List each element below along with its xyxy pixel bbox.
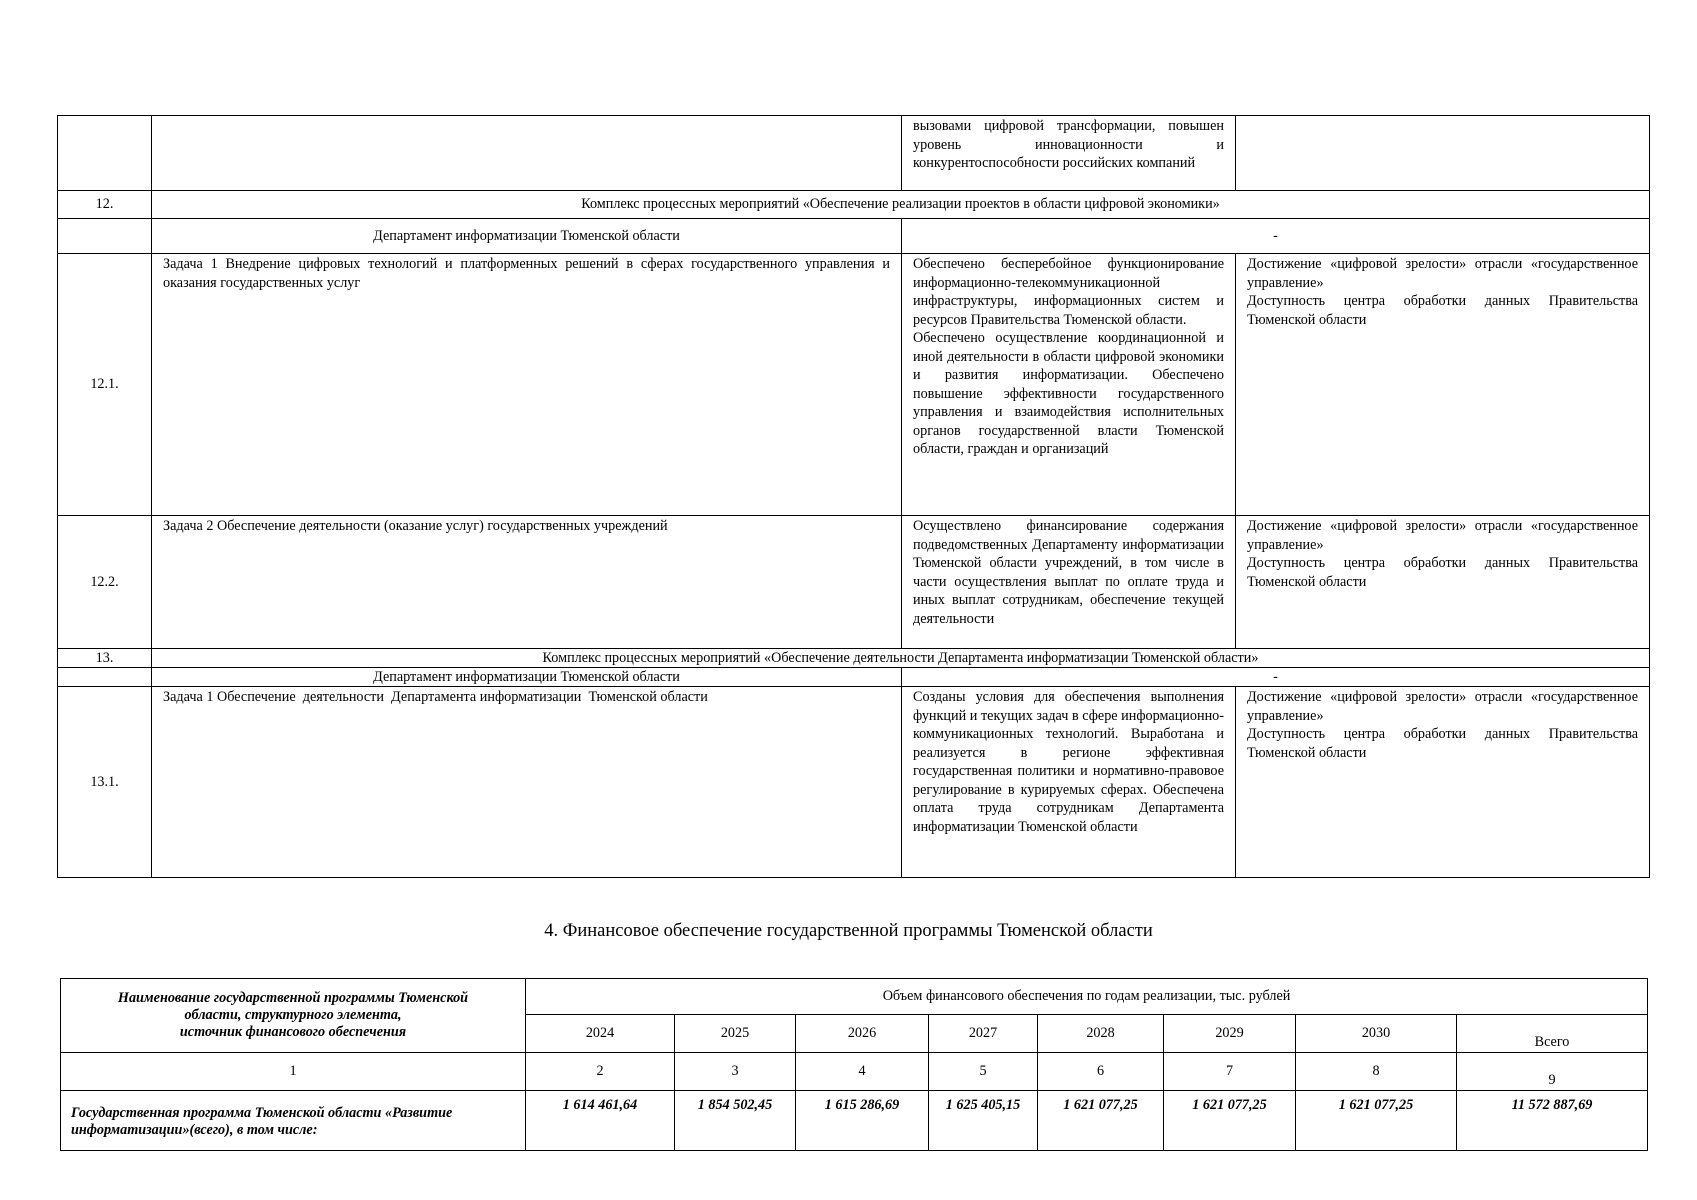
total-header: Всего [1457, 1015, 1648, 1053]
column-number: 6 [1038, 1053, 1164, 1091]
year-header: 2024 [526, 1015, 675, 1053]
cell-empty [1236, 116, 1650, 191]
column-number: 1 [61, 1053, 526, 1091]
row-number: 12.2. [58, 516, 152, 649]
year-header: 2026 [796, 1015, 929, 1053]
complex-title: Комплекс процессных мероприятий «Обеспечение реализации проектов в области цифровой экономики» [152, 191, 1650, 219]
result-text: Обеспечено осуществление координационной и иной деятельности в области цифровой экономики и развития информатизации. Обеспечено повышение эффективности государственного управления и взаимодействия исполнительных органов государственной власти Тюменской области, граждан и организаций [913, 330, 1224, 457]
department-name: Департамент информатизации Тюменской области [152, 668, 902, 687]
column-number: 5 [929, 1053, 1038, 1091]
column-number: 7 [1164, 1053, 1296, 1091]
result-cell: вызовами цифровой трансформации, повышен уровень инновационности и конкурентоспособности российских компаний [902, 116, 1236, 191]
year-header: 2029 [1164, 1015, 1296, 1053]
year-header: 2028 [1038, 1015, 1164, 1053]
indicator-text: Достижение «цифровой зрелости» отрасли «государственное управление» [1247, 689, 1638, 724]
column-number: 9 [1457, 1053, 1648, 1091]
row-number: 13. [58, 649, 152, 668]
table-row [58, 668, 1650, 687]
task-cell: Задача 1 Обеспечение деятельности Департамента информатизации Тюменской области [152, 687, 902, 878]
indicator-text: Достижение «цифровой зрелости» отрасли «государственное управление» [1247, 518, 1638, 553]
cell-empty [58, 116, 152, 191]
indicator-cell [1236, 516, 1650, 649]
table-row [58, 254, 1650, 516]
cell-empty [58, 668, 152, 687]
name-header: Наименование государственной программы Тюменской области, структурного элемента, источник финансового обеспечения [61, 979, 526, 1053]
task-cell: Задача 1 Внедрение цифровых технологий и платформенных решений в сферах государственного управления и оказания государственных услуг [152, 254, 902, 516]
table-row [61, 979, 1648, 1015]
column-number: 2 [526, 1053, 675, 1091]
year-header: 2030 [1296, 1015, 1457, 1053]
result-cell: Созданы условия для обеспечения выполнения функций и текущих задач в сфере информационно-коммуникационных технологий. Выработана и реализуется в регионе эффективная государственная политики и нормативно-правовое регулирование в курируемых сферах. Обеспечена оплата труда сотрудникам Департамента информатизации Тюменской области [902, 687, 1236, 878]
result-text: Обеспечено бесперебойное функционирование информационно-телекоммуникационной инфраструктуры, информационных систем и ресурсов Правительства Тюменской области. [913, 256, 1224, 328]
indicator-cell [1236, 254, 1650, 516]
year-header: 2027 [929, 1015, 1038, 1053]
result-cell [902, 254, 1236, 516]
row-number: 13.1. [58, 687, 152, 878]
results-table [57, 115, 1650, 878]
table-row [58, 649, 1650, 668]
dash-cell: - [902, 219, 1650, 254]
indicator-cell [1236, 687, 1650, 878]
indicator-text: Доступность центра обработки данных Правительства Тюменской области [1247, 726, 1638, 761]
table-row [58, 219, 1650, 254]
table-row [58, 516, 1650, 649]
column-number: 3 [675, 1053, 796, 1091]
amount-cell: 1 621 077,25 [1038, 1091, 1164, 1151]
row-number: 12. [58, 191, 152, 219]
column-number: 4 [796, 1053, 929, 1091]
result-cell: Осуществлено финансирование содержания подведомственных Департаменту информатизации Тюменской области учреждений, в том числе в части осуществления выплат по оплате труда и иных выплат сотрудникам, обеспечение текущей деятельности [902, 516, 1236, 649]
row-number: 12.1. [58, 254, 152, 516]
volume-header: Объем финансового обеспечения по годам реализации, тыс. рублей [526, 979, 1648, 1015]
task-cell: Задача 2 Обеспечение деятельности (оказание услуг) государственных учреждений [152, 516, 902, 649]
financing-table [60, 978, 1648, 1151]
table-row [58, 687, 1650, 878]
department-name: Департамент информатизации Тюменской области [152, 219, 902, 254]
amount-cell: 1 621 077,25 [1296, 1091, 1457, 1151]
total-amount-cell: 11 572 887,69 [1457, 1091, 1648, 1151]
amount-cell: 1 854 502,45 [675, 1091, 796, 1151]
amount-cell: 1 625 405,15 [929, 1091, 1038, 1151]
amount-cell: 1 615 286,69 [796, 1091, 929, 1151]
section-title: 4. Финансовое обеспечение государственной программы Тюменской области [544, 921, 1153, 941]
program-name: Государственная программа Тюменской области «Развитие информатизации»(всего), в том числе: [61, 1091, 526, 1151]
table-row [58, 191, 1650, 219]
year-header: 2025 [675, 1015, 796, 1053]
indicator-text: Достижение «цифровой зрелости» отрасли «государственное управление» [1247, 256, 1638, 291]
table-row [58, 116, 1650, 191]
complex-title: Комплекс процессных мероприятий «Обеспечение деятельности Департамента информатизации Тюменской области» [152, 649, 1650, 668]
cell-empty [152, 116, 902, 191]
indicator-text: Доступность центра обработки данных Правительства Тюменской области [1247, 293, 1638, 328]
cell-empty [58, 219, 152, 254]
amount-cell: 1 621 077,25 [1164, 1091, 1296, 1151]
table-row [61, 1091, 1648, 1151]
amount-cell: 1 614 461,64 [526, 1091, 675, 1151]
table-row [61, 1053, 1648, 1091]
dash-cell: - [902, 668, 1650, 687]
column-number: 8 [1296, 1053, 1457, 1091]
indicator-text: Доступность центра обработки данных Правительства Тюменской области [1247, 555, 1638, 590]
